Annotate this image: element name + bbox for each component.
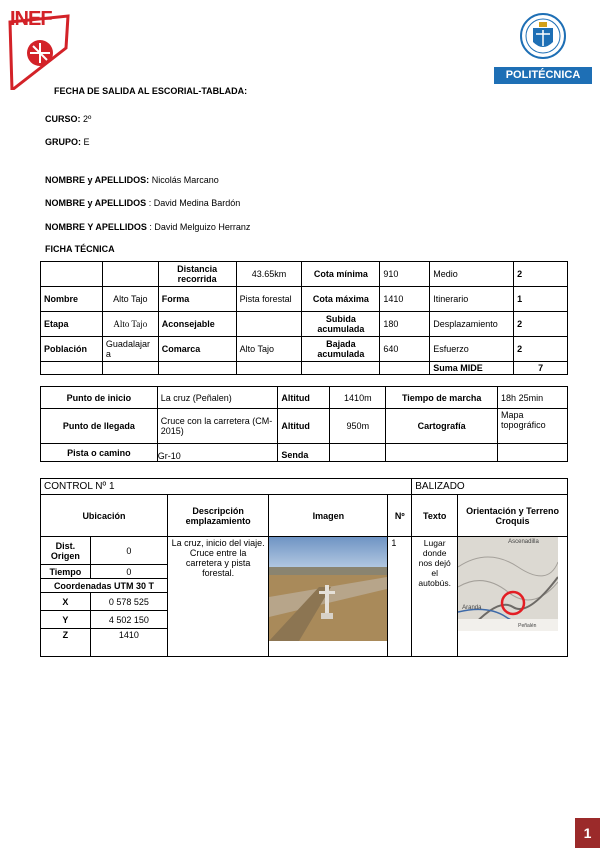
cartografia-value: Mapa topográfico [498, 409, 568, 444]
empty-cell [41, 362, 103, 375]
x-label: X [41, 593, 91, 611]
empty-cell [102, 262, 158, 287]
poblacion-value: Guadalajara [102, 337, 158, 362]
esfuerzo-label: Esfuerzo [430, 337, 514, 362]
curso-line [45, 114, 91, 125]
etapa-value: Alto Tajo [102, 312, 158, 337]
suma-mide-value: 7 [514, 362, 568, 375]
balizado-header: BALIZADO [412, 479, 568, 495]
comarca-label: Comarca [158, 337, 236, 362]
etapa-label: Etapa [41, 312, 103, 337]
imagen-cell [269, 537, 388, 657]
altitud-label: Altitud [278, 387, 330, 409]
y-label: Y [41, 611, 91, 629]
cota-min-value: 910 [380, 262, 430, 287]
empty-cell [498, 444, 568, 462]
z-label: Z [41, 629, 91, 657]
texto-header: Texto [412, 495, 458, 537]
utm-label: Coordenadas UTM 30 T [41, 579, 168, 593]
person-name: : David Melguizo Herranz [149, 222, 251, 232]
inef-logo-text: INEF [10, 8, 52, 30]
person-line [45, 175, 219, 186]
y-value: 4 502 150 [90, 611, 167, 629]
llegada-label: Punto de llegada [41, 409, 158, 444]
map-label-penalen: Peñalén [518, 623, 537, 629]
ficha-table [40, 261, 568, 375]
empty-cell [380, 362, 430, 375]
num-header: Nº [388, 495, 412, 537]
senda-label: Senda [278, 444, 330, 462]
desplazamiento-label: Desplazamiento [430, 312, 514, 337]
person-label: NOMBRE Y APELLIDOS [45, 222, 147, 232]
doc-title: FECHA DE SALIDA AL ESCORIAL-TABLADA: [54, 86, 248, 96]
desc-value: La cruz, inicio del viaje. Cruce entre la carretera y pista forestal. [167, 537, 268, 657]
llegada-value: Cruce con la carretera (CM-2015) [157, 409, 278, 444]
empty-cell [41, 262, 103, 287]
croquis-map [458, 537, 558, 631]
esfuerzo-value: 2 [514, 337, 568, 362]
n-value: 1 [388, 537, 412, 657]
empty-cell [236, 362, 302, 375]
cota-min-label: Cota mínima [302, 262, 380, 287]
pista-label: Pista o camino [41, 444, 158, 462]
map-label-ascenadilla: Ascenadilla [508, 539, 539, 545]
aconsejable-value [236, 312, 302, 337]
grupo-line [45, 137, 90, 148]
cartografia-label: Cartografía [386, 409, 498, 444]
tiempo-marcha-value: 18h 25min [498, 387, 568, 409]
ficha-title: FICHA TÉCNICA [45, 244, 115, 254]
control-title: CONTROL Nº 1 [41, 479, 412, 495]
curso-value: 2º [83, 114, 92, 124]
descripcion-header: Descripción emplazamiento [167, 495, 268, 537]
medio-value: 2 [514, 262, 568, 287]
pista-value: Gr-10 [157, 444, 278, 462]
subida-value: 180 [380, 312, 430, 337]
map-label-aranda: Aranda [462, 605, 482, 611]
tiempo-label: Tiempo [41, 565, 91, 579]
ubicacion-header: Ubicación [41, 495, 168, 537]
texto-value: Lugar donde nos dejó el autobús. [412, 537, 458, 657]
person-name: : David Medina Bardón [148, 198, 241, 208]
poblacion-label: Población [41, 337, 103, 362]
imagen-header: Imagen [269, 495, 388, 537]
person-label: NOMBRE y APELLIDOS [45, 198, 147, 208]
nombre-label: Nombre [41, 287, 103, 312]
distancia-label: Distancia recorrida [158, 262, 236, 287]
inef-logo [8, 8, 70, 90]
cota-max-label: Cota máxima [302, 287, 380, 312]
subida-label: Subida acumulada [302, 312, 380, 337]
inicio-value: La cruz (Peñalen) [157, 387, 278, 409]
empty-cell [302, 362, 380, 375]
empty-cell [386, 444, 498, 462]
bajada-label: Bajada acumulada [302, 337, 380, 362]
person-line [45, 222, 250, 233]
suma-mide-label: Suma MIDE [430, 362, 514, 375]
upm-logo [494, 10, 592, 84]
orientacion-header: Orientación y Terreno Croquis [458, 495, 568, 537]
dist-origen-label: Dist. Origen [41, 537, 91, 565]
empty-cell [102, 362, 158, 375]
dist-origen-value: 0 [90, 537, 167, 565]
cota-max-value: 1410 [380, 287, 430, 312]
control-table [40, 478, 568, 657]
empty-cell [158, 362, 236, 375]
person-line [45, 198, 240, 209]
itinerario-value: 1 [514, 287, 568, 312]
distancia-value: 43.65km [236, 262, 302, 287]
nombre-value: Alto Tajo [102, 287, 158, 312]
aconsejable-label: Aconsejable [158, 312, 236, 337]
x-value: 0 578 525 [90, 593, 167, 611]
ruta-table [40, 386, 568, 462]
forma-value: Pista forestal [236, 287, 302, 312]
croquis-cell [458, 537, 568, 657]
curso-label: CURSO: [45, 114, 81, 124]
person-label: NOMBRE y APELLIDOS: [45, 175, 150, 185]
altitud-label: Altitud [278, 409, 330, 444]
page-number: 1 [575, 818, 600, 848]
inicio-label: Punto de inicio [41, 387, 158, 409]
grupo-label: GRUPO: [45, 137, 81, 147]
altitud-value: 1410m [330, 387, 386, 409]
desplazamiento-value: 2 [514, 312, 568, 337]
itinerario-label: Itinerario [430, 287, 514, 312]
landscape-photo [269, 537, 387, 641]
person-name: Nicolás Marcano [151, 175, 219, 185]
bajada-value: 640 [380, 337, 430, 362]
medio-label: Medio [430, 262, 514, 287]
altitud-value: 950m [330, 409, 386, 444]
tiempo-value: 0 [90, 565, 167, 579]
comarca-value: Alto Tajo [236, 337, 302, 362]
tiempo-marcha-label: Tiempo de marcha [386, 387, 498, 409]
grupo-value: E [83, 137, 90, 147]
empty-cell [330, 444, 386, 462]
forma-label: Forma [158, 287, 236, 312]
politecnica-banner: POLITÉCNICA [494, 67, 592, 84]
z-value: 1410 [90, 629, 167, 657]
